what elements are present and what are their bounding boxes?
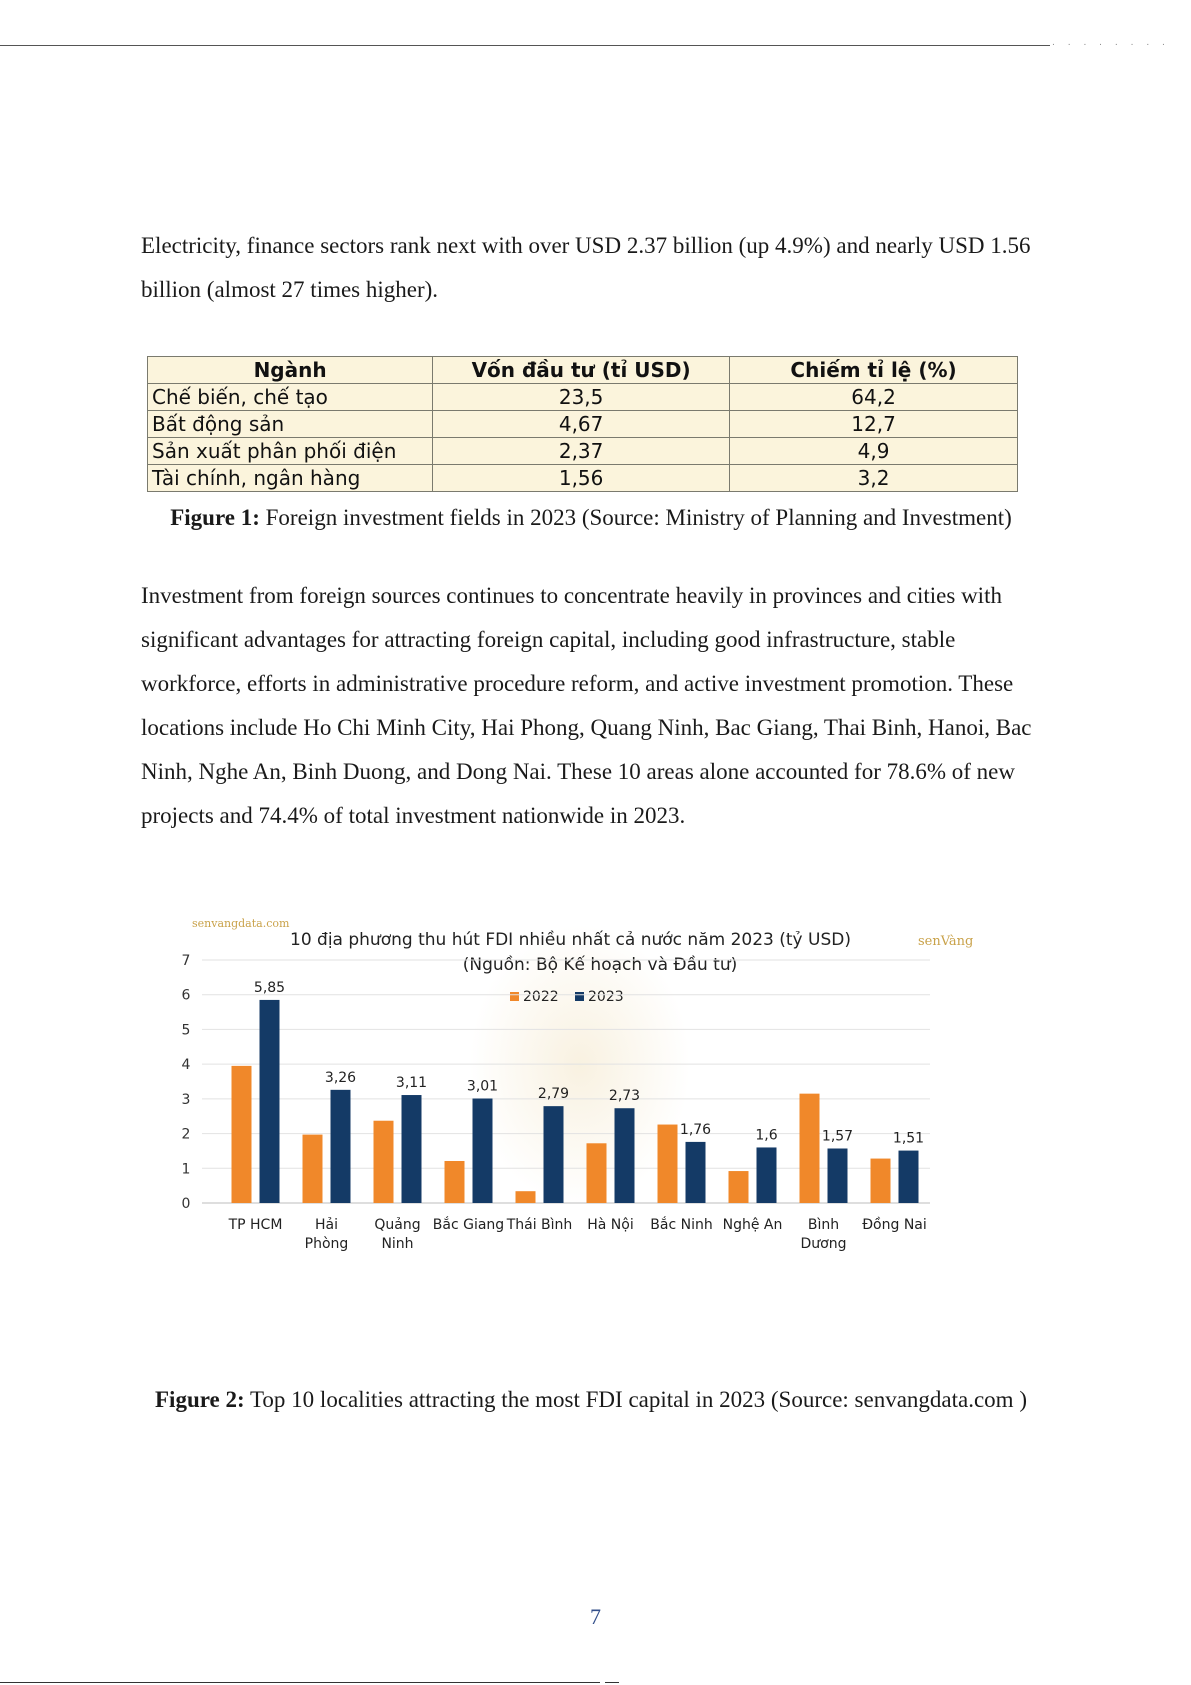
cell-capital: 4,67 [433, 411, 730, 438]
bar-2023 [686, 1142, 706, 1203]
x-tick-label: Bắc Giang [432, 1217, 505, 1233]
table-row [148, 465, 1018, 492]
x-tick-label: TP HCM [228, 1217, 283, 1233]
table-row [148, 411, 1018, 438]
data-label-2023: 2,79 [537, 1086, 570, 1103]
chart-brand: senVàng [918, 934, 974, 949]
cell-share: 3,2 [730, 465, 1018, 492]
y-tick-label: 2 [181, 1126, 191, 1143]
x-tick-label: Thái Bình [506, 1217, 573, 1233]
cell-share: 64,2 [730, 384, 1018, 411]
bar-2023 [331, 1090, 351, 1203]
data-label-2023: 3,26 [324, 1069, 357, 1086]
bar-2022 [516, 1191, 536, 1203]
footer-rule [0, 1682, 600, 1683]
cell-share: 12,7 [730, 411, 1018, 438]
cell-capital: 1,56 [433, 465, 730, 492]
bar-2022 [232, 1066, 252, 1203]
bar-2022 [303, 1135, 323, 1203]
data-label-2023: 3,11 [395, 1075, 428, 1092]
cell-capital: 2,37 [433, 438, 730, 465]
y-tick-label: 6 [181, 987, 191, 1004]
y-tick-label: 0 [181, 1196, 191, 1212]
data-label-2023: 2,73 [608, 1088, 641, 1105]
chart-watermark: senvangdata.com [192, 917, 290, 930]
table-row [148, 384, 1018, 411]
footer-rule-short [605, 1682, 619, 1683]
bar-2022 [729, 1171, 749, 1203]
chart-y-axis [182, 953, 191, 1212]
y-tick-label: 5 [181, 1022, 191, 1039]
chart-subtitle: (Nguồn: Bộ Kế hoạch và Đầu tư) [462, 955, 738, 975]
bar-2022 [587, 1143, 607, 1203]
cell-sector: Tài chính, ngân hàng [148, 465, 433, 492]
bar-2023 [615, 1108, 635, 1203]
table-row [148, 438, 1018, 465]
legend-swatch-2023 [575, 992, 584, 1001]
x-tick-label: Hải [315, 1217, 338, 1233]
paragraph-1: Electricity, finance sectors rank next with over USD 2.37 billion (up 4.9%) and nearly USD 1.56 billion (almost 27 times higher). [141, 233, 1031, 302]
bar-2023 [828, 1148, 848, 1203]
header-sector: Ngành [148, 357, 433, 384]
legend-swatch-2022 [510, 992, 519, 1001]
x-tick-label: Quảng [374, 1217, 421, 1233]
figure-2-caption [141, 1382, 1041, 1418]
header-capital: Vốn đầu tư (tỉ USD) [433, 357, 730, 384]
cell-sector: Chế biến, chế tạo [148, 384, 433, 411]
investment-fields-table [147, 356, 1018, 492]
figure-2-label: Figure 2: [155, 1387, 245, 1412]
figure-1-label: Figure 1: [170, 505, 260, 530]
legend-label-2022: 2022 [523, 989, 559, 1005]
y-tick-label: 7 [181, 953, 191, 969]
header-rule [0, 45, 1050, 46]
cell-sector: Bất động sản [148, 411, 433, 438]
bar-2022 [658, 1125, 678, 1203]
x-tick-label: Bắc Ninh [650, 1217, 713, 1233]
x-tick-label: Đồng Nai [862, 1217, 927, 1233]
fdi-bar-chart [180, 915, 1020, 1370]
bar-2023 [260, 1000, 280, 1203]
y-tick-label: 4 [181, 1057, 191, 1074]
header-dots: . . . . . . . . [1052, 38, 1170, 48]
paragraph-2: Investment from foreign sources continues to concentrate heavily in provinces and cities with significant advantages for attracting foreign capital, including good infrastructure, stable workforce, efforts in administrative procedure reform, and active investment promotion. These locations include Ho Chi Minh City, Hai Phong, Quang Ninh, Bac Giang, Thai Binh, Hanoi, Bac Ninh, Nghe An, Binh Duong, and Dong Nai. These 10 areas alone accounted for 78.6% of new projects and 74.4% of total investment nationwide in 2023. [141, 583, 1032, 828]
cell-share: 4,9 [730, 438, 1018, 465]
x-tick-label: Bình [807, 1217, 840, 1233]
data-label-2023: 1,51 [892, 1130, 925, 1147]
data-label-2023: 5,85 [253, 979, 286, 996]
cell-capital: 23,5 [433, 384, 730, 411]
figure-1-caption [141, 500, 1041, 536]
x-tick-label: Hà Nội [587, 1217, 634, 1233]
legend-label-2023: 2023 [588, 989, 624, 1005]
chart-x-axis [228, 1216, 927, 1252]
x-tick-label: Phòng [304, 1236, 349, 1252]
data-label-2023: 1,6 [755, 1127, 778, 1144]
bar-2023 [899, 1151, 919, 1203]
x-tick-label: Dương [800, 1236, 847, 1252]
y-tick-label: 3 [181, 1091, 191, 1108]
chart-title: 10 địa phương thu hút FDI nhiều nhất cả nước năm 2023 (tỷ USD) [290, 930, 851, 950]
bar-2022 [800, 1094, 820, 1203]
table-header-row [148, 357, 1018, 384]
bar-2023 [473, 1099, 493, 1203]
investment-fields-table-wrapper [147, 356, 1018, 491]
bar-2022 [374, 1121, 394, 1203]
x-tick-label: Ninh [381, 1236, 414, 1252]
data-label-2023: 1,57 [821, 1128, 854, 1145]
cell-sector: Sản xuất phân phối điện [148, 438, 433, 465]
page-number: 7 [590, 1604, 601, 1629]
data-label-2023: 1,76 [679, 1121, 712, 1138]
x-tick-label: Nghệ An [722, 1217, 783, 1233]
bar-2023 [757, 1147, 777, 1203]
bar-2022 [445, 1161, 465, 1203]
figure-1-text: Foreign investment fields in 2023 (Source: Ministry of Planning and Investment) [259, 505, 1012, 530]
bar-2023 [402, 1095, 422, 1203]
header-share: Chiếm tỉ lệ (%) [730, 357, 1018, 384]
bar-2022 [871, 1159, 891, 1203]
data-label-2023: 3,01 [466, 1078, 499, 1095]
y-tick-label: 1 [181, 1161, 191, 1178]
figure-2-text: Top 10 localities attracting the most FDI capital in 2023 (Source: senvangdata.com ) [244, 1387, 1027, 1412]
bar-2023 [544, 1106, 564, 1203]
